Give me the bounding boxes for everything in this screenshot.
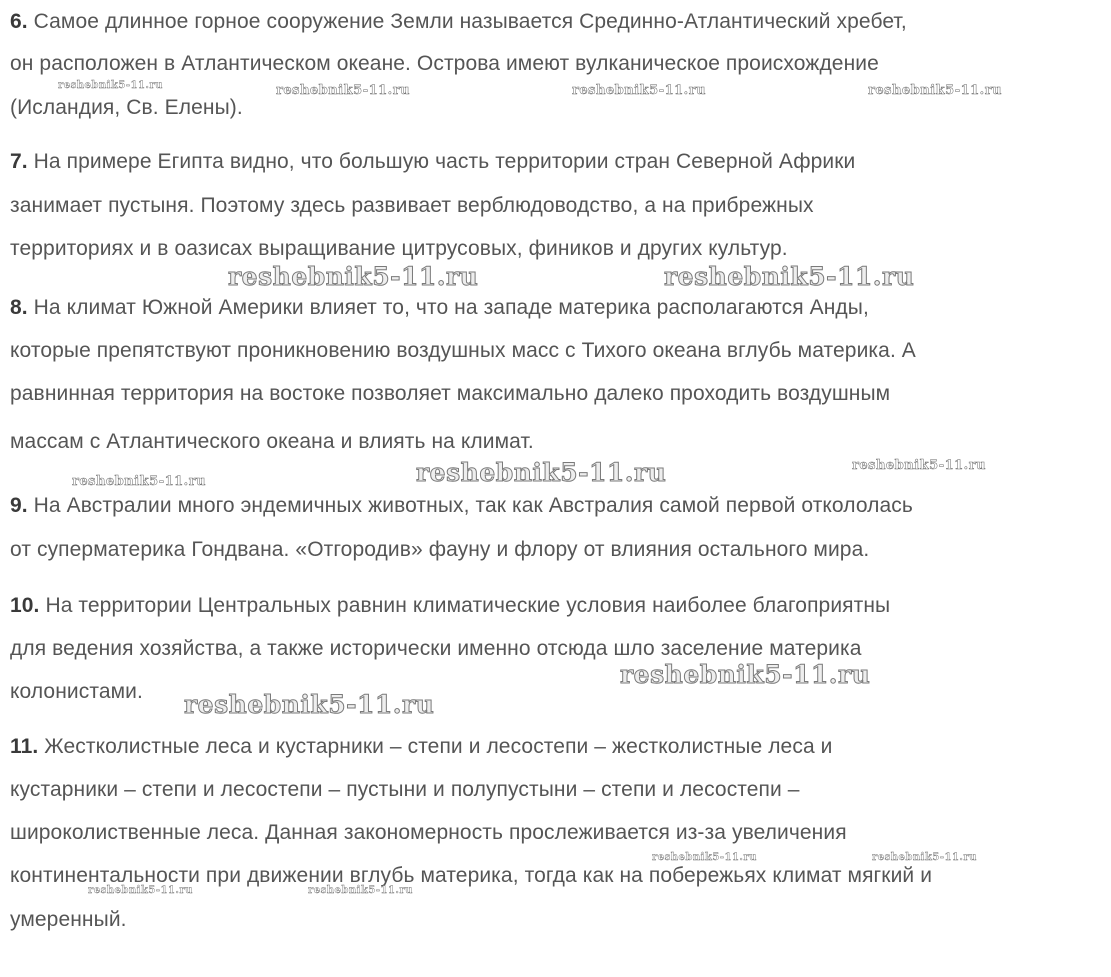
paragraph-8-text: На климат Южной Америки влияет то, что на западе материка располагаются Анды,: [33, 296, 869, 319]
paragraph-10-line-1: [10, 594, 890, 618]
paragraph-6-line-2: он расположен в Атлантическом океане. Острова имеют вулканическое происхождение: [10, 52, 879, 75]
watermark: reshebnik5-11.ru: [228, 262, 479, 291]
paragraph-7-line-1: [10, 150, 855, 174]
paragraph-8-line-3: равнинная территория на востоке позволяет максимально далеко проходить воздушным: [10, 382, 891, 405]
paragraph-6-number: 6.: [10, 10, 28, 33]
watermark: reshebnik5-11.ru: [664, 262, 915, 291]
watermark: reshebnik5-11.ru: [868, 83, 1003, 98]
paragraph-8-line-4: массам с Атлантического океана и влиять на климат.: [10, 430, 534, 453]
paragraph-11-number: 11.: [10, 735, 39, 758]
paragraph-9-number: 9.: [10, 494, 28, 517]
watermark: reshebnik5-11.ru: [416, 458, 667, 487]
paragraph-7-line-2: занимает пустыня. Поэтому здесь развивает верблюдоводство, а на прибрежных: [10, 194, 814, 217]
paragraph-6-line-1: [10, 10, 907, 34]
paragraph-11-line-5: умеренный.: [10, 908, 127, 931]
paragraph-11-line-1: [10, 735, 833, 759]
paragraph-8-line-2: которые препятствуют проникновению воздушных масс с Тихого океана вглубь материка. А: [10, 339, 916, 362]
watermark: reshebnik5-11.ru: [308, 885, 413, 896]
watermark: reshebnik5-11.ru: [58, 80, 163, 91]
paragraph-10-line-3: колонистами.: [10, 680, 143, 703]
watermark: reshebnik5-11.ru: [184, 690, 435, 719]
paragraph-10-number: 10.: [10, 594, 40, 617]
paragraph-9-line-1: [10, 494, 913, 518]
watermark: reshebnik5-11.ru: [572, 83, 707, 98]
watermark: reshebnik5-11.ru: [620, 660, 871, 689]
watermark: reshebnik5-11.ru: [852, 458, 987, 473]
paragraph-11-line-4: континентальности при движении вглубь материка, тогда как на побережьях климат мягкий и: [10, 864, 933, 887]
paragraph-8-number: 8.: [10, 296, 28, 319]
watermark: reshebnik5-11.ru: [276, 83, 411, 98]
paragraph-8-line-1: [10, 296, 869, 320]
paragraph-11-text: Жестколистные леса и кустарники – степи и лесостепи – жестколистные леса и: [44, 735, 833, 758]
paragraph-10-text: На территории Центральных равнин климатические условия наиболее благоприятны: [45, 594, 891, 617]
paragraph-11-line-3: широколиственные леса. Данная закономерность прослеживается из-за увеличения: [10, 821, 847, 844]
paragraph-9-line-2: от суперматерика Гондвана. «Отгородив» фауну и флору от влияния остального мира.: [10, 538, 870, 561]
paragraph-7-line-3: территориях и в оазисах выращивание цитрусовых, фиников и других культур.: [10, 237, 788, 260]
watermark: reshebnik5-11.ru: [652, 852, 757, 863]
watermark: reshebnik5-11.ru: [72, 474, 207, 489]
watermark: reshebnik5-11.ru: [88, 885, 193, 896]
paragraph-9-text: На Австралии много эндемичных животных, так как Австралия самой первой откололась: [33, 494, 913, 517]
paragraph-6-line-3: (Исландия, Св. Елены).: [10, 96, 243, 119]
paragraph-11-line-2: кустарники – степи и лесостепи – пустыни и полупустыни – степи и лесостепи –: [10, 778, 800, 801]
paragraph-6-text: Самое длинное горное сооружение Земли называется Срединно-Атлантический хребет,: [33, 10, 907, 33]
watermark: reshebnik5-11.ru: [872, 852, 977, 863]
paragraph-7-text: На примере Египта видно, что большую часть территории стран Северной Африки: [33, 150, 856, 173]
paragraph-7-number: 7.: [10, 150, 28, 173]
paragraph-10-line-2: для ведения хозяйства, а также исторически именно отсюда шло заселение материка: [10, 637, 862, 660]
